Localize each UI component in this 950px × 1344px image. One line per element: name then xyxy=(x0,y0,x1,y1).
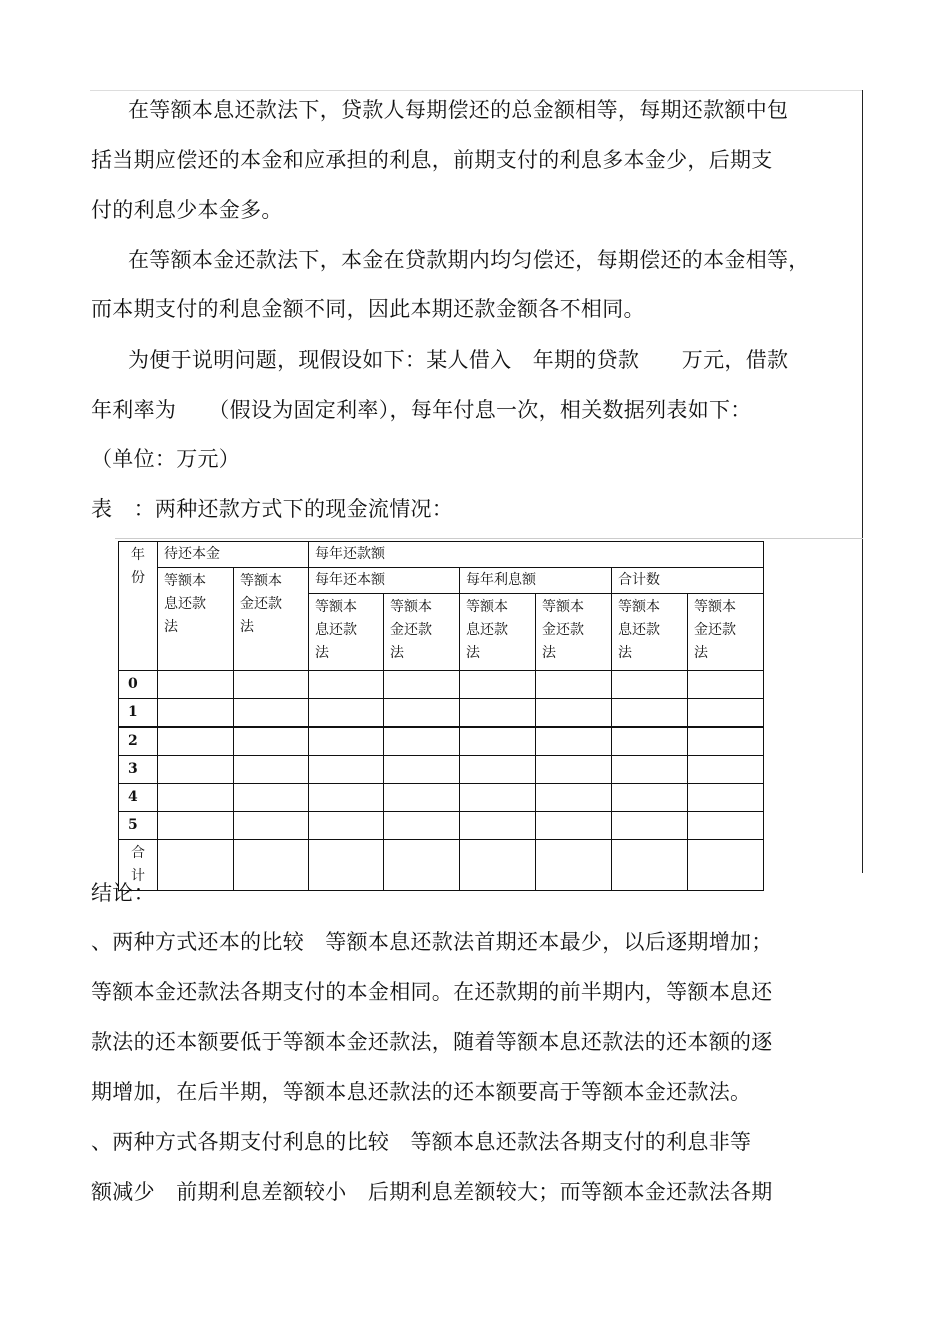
method-a-text-3: 法 xyxy=(618,645,632,661)
year-cell: 1 xyxy=(119,699,158,728)
mid-rule xyxy=(115,538,863,539)
year-cell: 3 xyxy=(119,756,158,784)
method-b-text-2: 金还款 xyxy=(240,596,282,612)
table-caption: 表 ：两种还款方式下的现金流情况： xyxy=(91,497,454,521)
method-b-text-1: 等额本 xyxy=(240,573,282,589)
method-b-text-1: 等额本 xyxy=(542,599,584,615)
method-a-text-2: 息还款 xyxy=(315,622,357,638)
paragraph-1-line-3: 付的利息少本金多。 xyxy=(91,198,283,222)
conclusion-2-line-2: 额减少 前期利息差额较小 后期利息差额较大；而等额本金还款法各期 xyxy=(91,1180,773,1204)
method-b-text-3: 法 xyxy=(390,645,404,661)
paragraph-3-line-2: 年利率为 （假设为固定利率），每年付息一次，相关数据列表如下： xyxy=(91,398,752,422)
year-cell: 5 xyxy=(119,812,158,840)
cash-flow-table xyxy=(118,541,764,891)
conclusion-title: 结论： xyxy=(91,881,155,905)
method-a-text-3: 法 xyxy=(315,645,329,661)
paragraph-2-line-2: 而本期支付的利息金额不同，因此本期还款金额各不相同。 xyxy=(91,297,645,321)
method-b-text-3: 法 xyxy=(240,619,254,635)
annual-principal-header: 每年还本额 xyxy=(309,568,460,594)
paragraph-2-line-1: 在等额本金还款法下，本金在贷款期内均匀偿还，每期偿还的本金相等， xyxy=(128,248,810,272)
total-method-b xyxy=(688,594,764,671)
table-total-row xyxy=(119,840,764,891)
method-b-text-2: 金还款 xyxy=(390,622,432,638)
table-row xyxy=(119,727,764,756)
principal-method-b xyxy=(384,594,460,671)
method-b-text-2: 金还款 xyxy=(542,622,584,638)
annual-interest-header: 每年利息额 xyxy=(460,568,612,594)
year-cell: 2 xyxy=(119,727,158,756)
method-a-text-3: 法 xyxy=(466,645,480,661)
method-a-text-1: 等额本 xyxy=(618,599,660,615)
paragraph-3-line-1: 为便于说明问题，现假设如下：某人借入 年期的贷款 万元，借款 xyxy=(128,348,789,372)
top-rule xyxy=(90,90,862,91)
method-b-text-1: 等额本 xyxy=(694,599,736,615)
paragraph-1-line-2: 括当期应偿还的本金和应承担的利息，前期支付的利息多本金少，后期支 xyxy=(91,148,773,172)
conclusion-1-line-2: 等额本金还款法各期支付的本金相同。在还款期的前半期内，等额本息还 xyxy=(91,980,773,1004)
year-header xyxy=(119,542,158,671)
conclusion-1-line-3: 款法的还本额要低于等额本金还款法，随着等额本息还款法的还本额的逐 xyxy=(91,1030,773,1054)
method-a-text-1: 等额本 xyxy=(164,573,206,589)
table-row xyxy=(119,784,764,812)
method-a-text-2: 息还款 xyxy=(164,596,206,612)
paragraph-1-line-1: 在等额本息还款法下，贷款人每期偿还的总金额相等，每期还款额中包 xyxy=(128,98,789,122)
outstanding-method-a xyxy=(158,568,234,671)
method-b-text-3: 法 xyxy=(694,645,708,661)
interest-method-b xyxy=(536,594,612,671)
interest-method-a xyxy=(460,594,536,671)
principal-method-a xyxy=(309,594,384,671)
conclusion-2-line-1: 、两种方式各期支付利息的比较 等额本息还款法各期支付的利息非等 xyxy=(91,1130,752,1154)
conclusion-1-line-4: 期增加，在后半期，等额本息还款法的还本额要高于等额本金还款法。 xyxy=(91,1080,752,1104)
year-cell: 0 xyxy=(119,671,158,699)
method-a-text-3: 法 xyxy=(164,619,178,635)
method-a-text-1: 等额本 xyxy=(466,599,508,615)
method-b-text-1: 等额本 xyxy=(390,599,432,615)
method-b-text-2: 金还款 xyxy=(694,622,736,638)
outstanding-method-b xyxy=(234,568,309,671)
year-header-char-1: 年 xyxy=(131,547,145,563)
table-row xyxy=(119,671,764,699)
total-row-char-1: 合 xyxy=(131,845,145,861)
year-header-char-2: 份 xyxy=(131,570,145,586)
annual-payment-header: 每年还款额 xyxy=(309,542,764,568)
year-cell: 4 xyxy=(119,784,158,812)
method-b-text-3: 法 xyxy=(542,645,556,661)
table-row xyxy=(119,699,764,728)
table-row xyxy=(119,812,764,840)
method-a-text-2: 息还款 xyxy=(618,622,660,638)
method-a-text-1: 等额本 xyxy=(315,599,357,615)
paragraph-3-line-3: （单位：万元） xyxy=(91,447,241,471)
table-row xyxy=(119,756,764,784)
total-header: 合计数 xyxy=(612,568,764,594)
method-a-text-2: 息还款 xyxy=(466,622,508,638)
right-margin-rule xyxy=(862,90,863,873)
principal-outstanding-header: 待还本金 xyxy=(158,542,309,568)
total-method-a xyxy=(612,594,688,671)
total-row-char-2: 计 xyxy=(131,868,145,884)
conclusion-1-line-1: 、两种方式还本的比较 等额本息还款法首期还本最少，以后逐期增加； xyxy=(91,930,773,954)
